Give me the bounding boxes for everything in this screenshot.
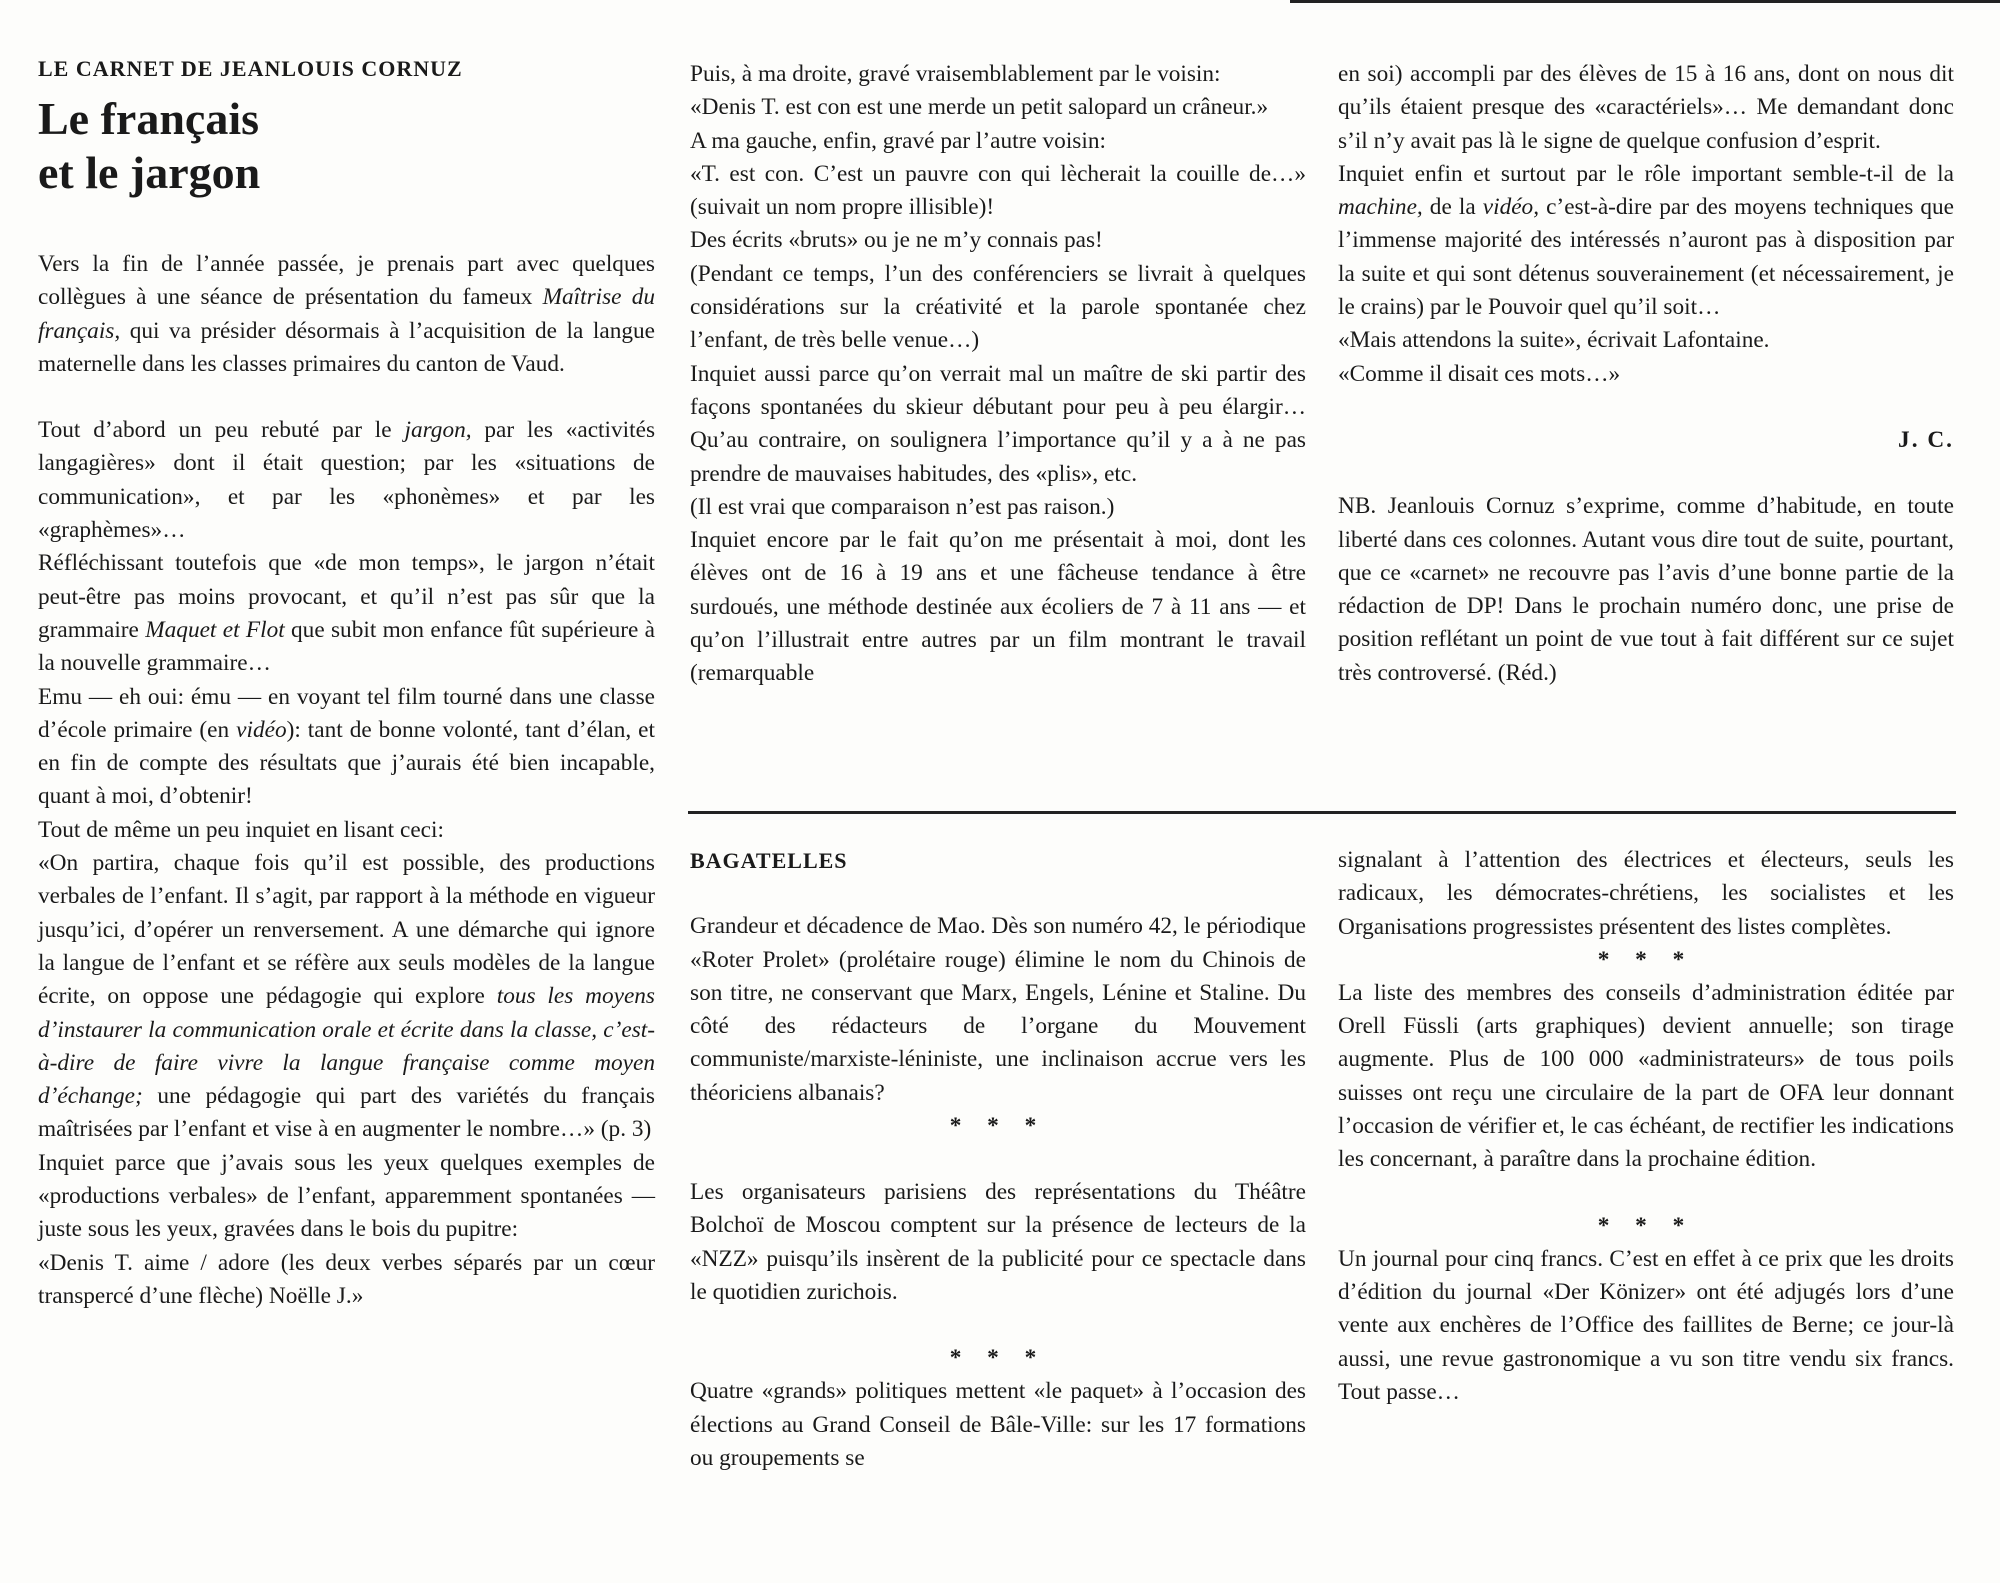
text: Inquiet enfin et surtout par le rôle important semble-t-il de la [1338,160,1954,187]
top-rule [1290,0,2000,3]
section-divider [688,811,1956,814]
paragraph: «Comme il disait ces mots…» [1338,360,1621,387]
paragraph: Inquiet aussi parce qu’on verrait mal un maître de ski partir des façons spontanées du skieur débutant pour peu à peu élargir… Qu’au contraire, on soulignera l’importance qu’il y a à ne pas prendre de mauvaises habitudes, des «plis», etc. [690,360,1306,487]
separator-stars: * * * [1597,1212,1695,1239]
italic-text: machine, [1338,194,1423,221]
italic-text: jargon, [404,417,472,444]
paragraph [38,847,655,1147]
text: «On partira, chaque fois qu’il est possible, des productions verbales de l’enfant. Il s’agit, par rapport à la méthode en vigueur jusqu’ici, d’opérer un renversement. A une démarche qui ignore la langue de l’enfant et se réfère aux seuls modèles de la langue écrite, on oppose une pédagogie qui explore [38,850,655,1010]
bagatelle-item: signalant à l’attention des électrices et électeurs, seuls les radicaux, les démocrates-chrétiens, les socialistes et les Organisations progressistes présentent des listes complètes. [1338,847,1954,940]
text: ): tant de bonne volonté, tant d’élan, et en fin de compte des résultats que j’aurais été bien incapable, quant à moi, d’obtenir! [38,716,655,810]
signature: J. C. [1898,426,1954,453]
paragraph [38,248,655,381]
title-line-2: et le jargon [38,147,261,198]
bagatelles-column-1 [690,844,1306,1475]
article-kicker: LE CARNET DE JEANLOUIS CORNUZ [38,56,463,81]
separator-stars: * * * [949,1113,1047,1140]
paragraph: en soi) accompli par des élèves de 15 à 16 ans, dont on nous dit qu’ils étaient presque des «caractériels»… Me demandant donc s’il n’y avait pas là le signe de quelque confusion d’esprit. [1338,61,1954,154]
paragraph: Inquiet encore par le fait qu’on me présentait à moi, dont les élèves ont de 16 à 19 ans et une fâcheuse tendance à être surdoués, une méthode destinée aux écoliers de 7 à 11 ans — et qu’on l’illustrait entre autres par un film montrant le travail (remarquable [690,527,1306,687]
bagatelle-item: Grandeur et décadence de Mao. Dès son numéro 42, le périodique «Roter Prolet» (prolétaire rouge) élimine le nom du Chinois de son titre, ne conservant que Marx, Engels, Lénine et Staline. Du côté des rédacteurs de l’organe du Mouvement communiste/marxiste-léniniste, une inclinaison accrue vers les théoriciens albanais? [690,913,1306,1106]
text: une pédagogie qui part des variétés du français maîtrisées par l’enfant et vise à en augmenter le nombre…» (p. 3) [38,1083,655,1143]
paragraph: (Pendant ce temps, l’un des conférenciers se livrait à quelques considérations sur la créativité et la parole spontanée chez l’enfant, de très belle venue…) [690,260,1306,354]
paragraph [38,681,655,814]
article-column-3 [1338,58,1954,690]
text: que subit mon enfance fût supérieure à la nouvelle grammaire… [38,616,656,677]
paragraph: Des écrits «bruts» ou je ne m’y connais pas! [690,227,1103,254]
article-column-1 [38,56,655,1313]
paragraph: «Mais attendons la suite», écrivait Lafontaine. [1338,327,1770,354]
separator-stars: * * * [949,1345,1047,1372]
bagatelle-item: Les organisateurs parisiens des représentations du Théâtre Bolchoï de Moscou comptent sur la présence de lecteurs de la «NZZ» puisqu’ils insèrent de la publicité pour ce spectacle dans le quotidien zurichois. [690,1179,1306,1305]
paragraph [38,414,655,547]
article-column-2 [690,58,1306,691]
bagatelle-item: La liste des membres des conseils d’administration éditée par Orell Füssli (arts graphiques) devient annuelle; son tirage augmente. Plus de 100 000 «administrateurs» de tous poils suisses ont reçu une circulaire de la part de OFA leur donnant l’occasion de vérifier et, le cas échéant, de rectifier les indications les concernant, à paraître dans la prochaine édition. [1338,979,1954,1173]
paragraph: Inquiet parce que j’avais sous les yeux quelques exemples de «productions verbales» de l’enfant, apparemment spontanées — juste sous les yeux, gravées dans le bois du pupitre: [38,1149,655,1243]
paragraph: «Denis T. est con est une merde un petit salopard un crâneur.» [690,94,1269,121]
bagatelles-column-2 [1338,844,1954,1409]
italic-text: Maîtrise du français, [38,284,655,344]
italic-text: vidéo, [1482,194,1540,221]
paragraph: «T. est con. C’est un pauvre con qui lècherait la couille de…» (suivait un nom propre illisible)! [690,160,1306,221]
italic-text: tous les moyens d’instaurer la communication orale et écrite dans la classe, c’est-à-dire de faire vivre la langue française comme moyen d’échange; [38,983,655,1110]
paragraph: (Il est vrai que comparaison n’est pas raison.) [690,493,1115,520]
text: qui va présider désormais à l’acquisition de la langue maternelle dans les classes primaires du canton de Vaud. [38,317,655,377]
bagatelle-item: Quatre «grands» politiques mettent «le paquet» à l’occasion des élections au Grand Conseil de Bâle-Ville: sur les 17 formations ou groupements se [690,1378,1306,1471]
paragraph: «Denis T. aime / adore (les deux verbes séparés par un cœur transpercé d’une flèche) Noëlle J.» [38,1249,655,1309]
text: de la [1422,194,1483,221]
paragraph: Tout de même un peu inquiet en lisant ceci: [38,816,444,843]
paragraph: Puis, à ma droite, gravé vraisemblablement par le voisin: [690,61,1221,87]
bagatelle-item: Un journal pour cinq francs. C’est en effet à ce prix que les droits d’édition du journal «Der Könizer» ont été adjugés lors d’une vente aux enchères de l’Office des faillites de Berne; ce jour-là aussi, une revue gastronomique a vu son titre vendu six francs. Tout passe… [1338,1245,1954,1405]
italic-text: vidéo [236,716,287,743]
text: Réfléchissant toutefois que «de mon temps», le jargon n’était peut-être pas moins provocant, et qu’il n’est pas sûr que la grammaire [38,550,655,643]
title-line-1: Le français [38,93,260,144]
italic-text: Maquet et Flot [145,616,285,643]
text: c’est-à-dire par des moyens techniques que l’immense majorité des intéressés n’auront pas à disposition par la suite et qui sont détenus souverainement (et nécessairement, je le crains) par le Pouvoir quel qu’il soit… [1338,194,1954,321]
article-title [38,92,655,200]
text: Tout d’abord un peu rebuté par le [38,417,405,444]
editor-note: NB. Jeanlouis Cornuz s’exprime, comme d’habitude, en toute liberté dans ces colonnes. Autant vous dire tout de suite, pourtant, que ce «carnet» ne recouvre pas l’avis d’une bonne partie de la rédaction de DP! Dans le prochain numéro donc, une prise de position reflétant un point de vue tout à fait différent sur ce sujet très controversé. (Réd.) [1338,493,1954,686]
text: par les «activités langagières» dont il était question; par les «situations de communication», et par les «phonèmes» et par les «graphèmes»… [38,417,656,544]
paragraph: A ma gauche, enfin, gravé par l’autre voisin: [690,127,1106,154]
separator-stars: * * * [1597,946,1695,973]
text: Emu — eh oui: ému — en voyant tel film tourné dans une classe d’école primaire (en [38,683,655,743]
paragraph [38,547,655,680]
text: Vers la fin de l’année passée, je prenais part avec quelques collègues à une séance de présentation du fameux [38,251,655,311]
paragraph [1338,158,1954,324]
bagatelles-heading: BAGATELLES [690,848,848,873]
